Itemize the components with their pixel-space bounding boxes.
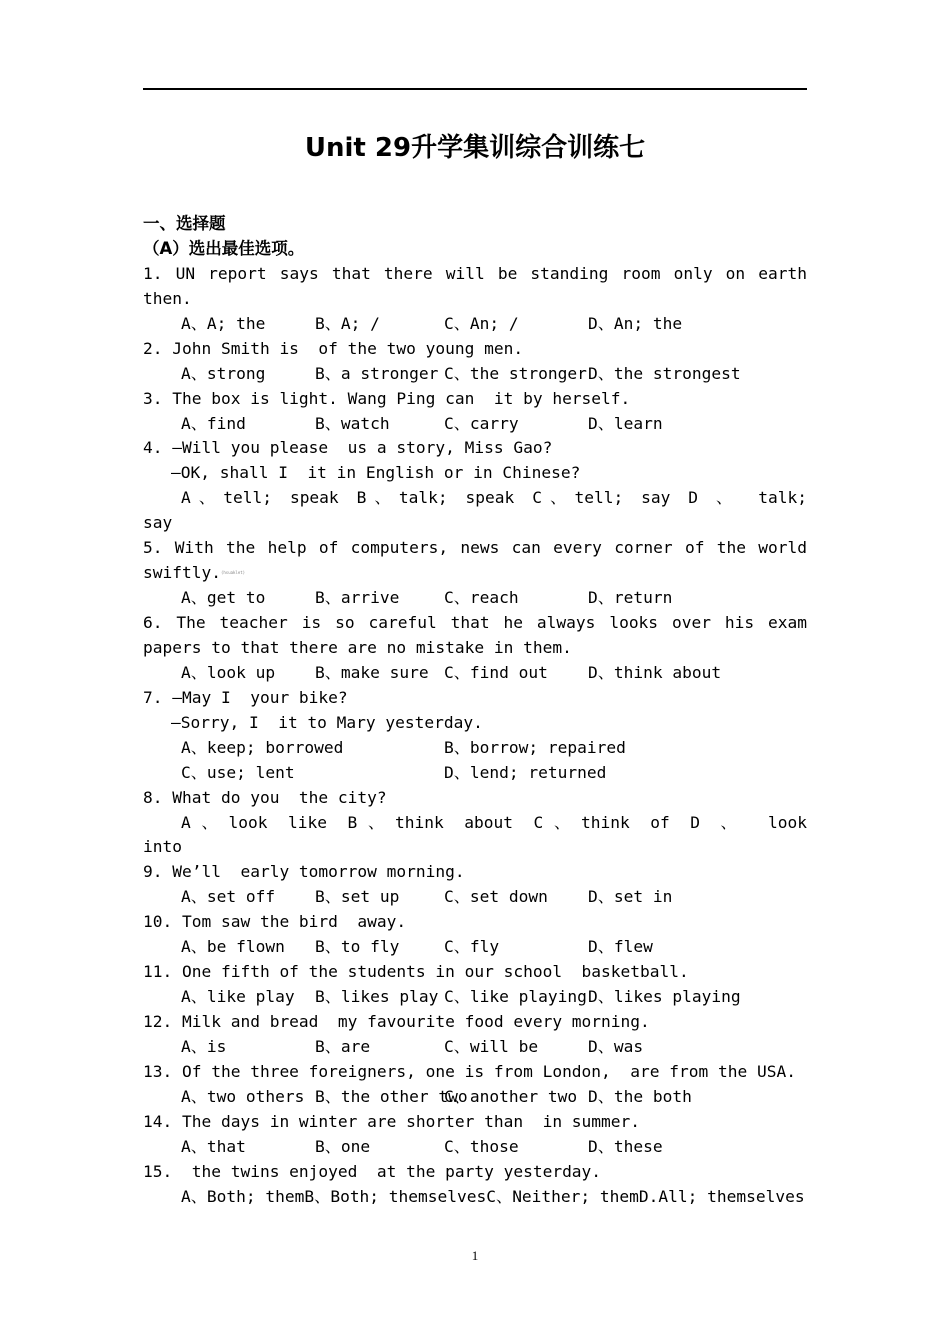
page-number: 1 [471,1248,479,1263]
question-13: 13. Of the three foreigners, one is from London, are from the USA. [143,1061,796,1081]
header-rule [143,88,807,90]
question-1-line-2: then. [143,288,192,308]
question-7-line-2: —Sorry, I it to Mary yesterday. [171,712,483,732]
option-c: C、carry [444,413,519,433]
option-c: C、another two [444,1086,578,1106]
question-11-options [143,985,807,1010]
question-15-options: A、Both; themB、Both; themselvesC、Neither; themD.All; themselves [181,1186,805,1206]
option-a: A、that [181,1136,246,1156]
option-b: B、arrive [315,588,400,608]
question-4-line-2: —OK, shall I it in English or in Chinese? [171,463,581,483]
option-c: C、find out [444,662,548,682]
question-8-options: A、look like B、think about C、think of D 、 look [181,812,807,832]
option-a: A、keep; borrowed [181,737,344,757]
option-a: A、like play [181,987,295,1007]
option-d: D、set in [588,887,673,907]
option-a: A、be flown [181,937,285,957]
option-d: D、An; the [588,313,683,333]
question-12-options [143,1035,807,1060]
option-c: C、reach [444,588,519,608]
question-12: 12. Milk and bread my favourite food every morning. [143,1012,650,1031]
question-5-line-1: 5. With the help of computers, news can every corner of the world [143,538,807,558]
question-14-options [143,1135,807,1160]
question-3: 3. The box is light. Wang Ping can it by herself. [143,388,631,408]
option-b: B、a stronger [315,363,439,383]
option-c: C、those [444,1136,519,1156]
option-b: B、to fly [315,937,400,957]
question-2-options [143,362,807,387]
option-b: B、make sure [315,662,429,682]
option-d: D、these [588,1136,663,1156]
question-9-options [143,885,807,910]
option-b: B、A; / [315,313,380,333]
option-b: B、likes play [315,987,439,1007]
option-d: D、the strongest [588,363,741,383]
document-title: Unit 29升学集训综合训练七 [304,133,646,163]
option-b: B、watch [315,413,390,433]
option-c: C、An; / [444,313,519,333]
option-d: D、flew [588,937,653,957]
option-c: C、fly [444,937,500,957]
option-c: C、will be [444,1036,539,1056]
question-8-options-cont: into [143,837,182,857]
question-10: 10. Tom saw the bird away. [143,912,407,932]
option-a: A、set off [181,887,276,907]
option-d: D、learn [588,413,663,433]
option-d: D、likes playing [588,987,741,1007]
watermark-mark: (hsuaklet) [220,570,246,576]
question-6-options [143,661,807,686]
section-heading: 一、选择题 [143,214,226,233]
option-a: A、A; the [181,313,266,333]
option-a: A、two others [181,1086,305,1106]
option-b: B、set up [315,887,400,907]
question-11: 11. One fifth of the students in our school basketball. [143,962,689,982]
question-3-options [143,412,807,437]
option-c: C、use; lent [181,762,295,782]
subsection-heading: （A）选出最佳选项。 [143,238,305,258]
question-5-options [143,586,807,611]
option-d: D、think about [588,662,722,682]
question-14: 14. The days in winter are shorter than in summer. [143,1111,641,1131]
question-4-line-1: 4. —Will you please us a story, Miss Gao? [143,438,553,458]
question-6-line-1: 6. The teacher is so careful that he always looks over his exam [143,613,807,632]
option-a: A、get to [181,588,266,608]
question-9: 9. We’ll early tomorrow morning. [143,862,465,882]
question-6-line-2: papers to that there are no mistake in them. [143,637,572,657]
question-1-options [143,312,807,337]
question-8: 8. What do you the city? [143,787,387,807]
option-a: A、strong [181,363,266,383]
question-15: 15. the twins enjoyed at the party yesterday. [143,1161,602,1181]
question-7-options-2 [143,761,807,786]
option-a: A、is [181,1036,227,1056]
option-b: B、borrow; repaired [444,737,626,757]
question-1-line-1: 1. UN report says that there will be standing room only on earth [143,263,807,283]
option-c: C、like playing [444,987,587,1007]
option-c: C、set down [444,887,548,907]
option-a: A、look up [181,662,276,682]
option-b: B、one [315,1136,371,1156]
question-5-line-2 [143,561,807,586]
question-10-options [143,935,807,960]
option-b: B、the other two [315,1086,468,1106]
option-a: A、find [181,413,246,433]
question-4-options: A、tell; speak B、talk; speak C、tell; say D 、 talk; [181,488,807,508]
question-5-text: swiftly. [143,563,221,583]
option-c: C、the stronger [444,363,587,383]
question-4-options-cont: say [143,513,173,533]
option-d: D、lend; returned [444,762,607,782]
option-d: D、return [588,588,673,608]
option-d: D、was [588,1036,644,1056]
question-7-options-1 [143,736,807,761]
question-7-line-1: 7. —May I your bike? [143,687,348,707]
option-b: B、are [315,1036,371,1056]
option-d: D、the both [588,1086,692,1106]
question-13-options [143,1085,807,1110]
question-content [143,212,807,1210]
question-2: 2. John Smith is of the two young men. [143,338,524,358]
